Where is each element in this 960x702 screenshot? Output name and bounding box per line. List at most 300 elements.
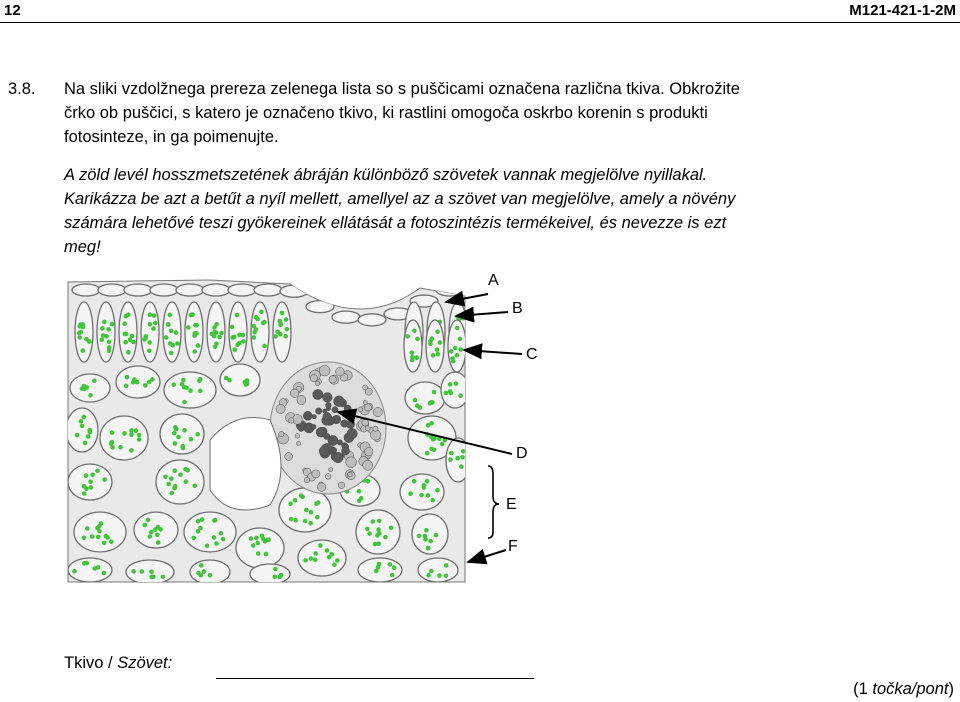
chloroplast [256,551,261,556]
chloroplast [241,339,246,344]
chloroplast [146,518,151,523]
question-line: črko ob puščici, s katero je označeno tkivo, ki rastlini omogoča oskrbo korenin s produkti [64,104,708,122]
chloroplast [417,534,422,539]
chloroplast [156,525,161,530]
chloroplast [173,441,178,446]
chloroplast [243,380,248,385]
chloroplast [444,391,449,396]
chloroplast [161,575,166,580]
chloroplast [80,424,85,429]
chloroplast [283,334,288,339]
chloroplast [263,539,268,544]
chloroplast [408,491,413,496]
chloroplast [264,552,269,557]
chloroplast [88,430,93,435]
chloroplast [309,510,314,515]
chloroplast [300,495,305,500]
epidermis-cell [124,284,152,296]
chloroplast [261,321,266,326]
chloroplast [189,313,194,318]
chloroplast [303,519,308,524]
chloroplast [254,315,259,320]
chloroplast [72,569,77,574]
chloroplast [413,398,418,403]
chloroplast [143,383,148,388]
chloroplast [289,517,294,522]
chloroplast [259,310,264,315]
chloroplast [449,451,454,456]
chloroplast [168,313,173,318]
chloroplast [185,468,190,473]
chloroplast [129,433,134,438]
chloroplast [126,350,131,355]
palisade-cell [426,320,444,372]
chloroplast [412,479,417,484]
chloroplast [359,496,364,501]
chloroplast [288,501,293,506]
chloroplast [196,343,201,348]
chloroplast [449,349,454,354]
chloroplast [182,428,187,433]
chloroplast [455,456,460,461]
chloroplast [460,455,465,460]
chloroplast [79,330,84,335]
chloroplast [432,390,437,395]
chloroplast [371,519,376,524]
chloroplast [279,322,284,327]
chloroplast [83,441,88,446]
chloroplast [202,569,207,574]
chloroplast [435,329,440,334]
chloroplast [89,485,94,490]
chloroplast [444,574,449,579]
chloroplast [318,543,323,548]
chloroplast [376,527,381,532]
task-number: 3.8. [8,80,36,98]
answer-prompt [64,654,172,673]
chloroplast [458,347,463,352]
chloroplast [107,340,112,345]
chloroplast [219,331,224,336]
chloroplast [148,322,153,327]
chloroplast [293,498,298,503]
chloroplast [169,351,174,356]
chloroplast [88,393,93,398]
label-f: F [508,538,518,555]
chloroplast [130,334,135,339]
chloroplast [262,344,267,349]
arrow-c [464,350,522,354]
chloroplast [429,569,434,574]
chloroplast [181,444,186,449]
chloroplast [149,570,154,575]
chloroplast [102,320,107,325]
chloroplast [100,326,105,331]
chloroplast [313,558,318,563]
chloroplast [285,327,290,332]
question-line: meg! [64,238,101,256]
answer-label: Tkivo / [64,654,118,672]
epidermis-cell [72,284,100,296]
chloroplast [150,377,155,382]
chloroplast [169,477,174,482]
chloroplast [122,321,127,326]
chloroplast [335,558,340,563]
chloroplast [254,536,259,541]
chloroplast [134,428,139,433]
chloroplast [97,529,102,534]
spongy-cell [441,372,469,408]
chloroplast [118,445,123,450]
chloroplast [99,521,104,526]
epidermis-cell [150,284,178,296]
chloroplast [210,332,215,337]
chloroplast [189,437,194,442]
question-line: fotosinteze, in ga poimenujte. [64,128,279,146]
spongy-cell [66,408,98,452]
chloroplast [419,493,424,498]
chloroplast [148,534,153,539]
chloroplast [390,573,395,578]
chloroplast [175,341,180,346]
epidermis-cell [228,284,256,296]
chloroplast [106,327,111,332]
chloroplast [95,468,100,473]
epidermis-cell [176,284,204,296]
chloroplast [428,341,433,346]
chloroplast [152,313,157,318]
chloroplast [193,331,198,336]
question-slovene [64,77,944,149]
chloroplast [124,332,129,337]
chloroplast [164,335,169,340]
chloroplast [304,508,309,513]
epidermis-cell [332,311,360,323]
chloroplast [186,325,191,330]
chloroplast [82,384,87,389]
chloroplast [273,334,278,339]
chloroplast [280,311,285,316]
chloroplast [178,473,183,478]
chloroplast [166,322,171,327]
chloroplast [454,381,459,386]
chloroplast [374,569,379,574]
question-line: Na sliki vzdolžnega prereza zelenega lista so s puščicami označena različna tkiva. Obkrožite [64,80,740,98]
chloroplast [426,573,431,578]
chloroplast [212,518,217,523]
chloroplast [332,562,337,567]
chloroplast [79,419,84,424]
chloroplast [184,479,189,484]
epidermis-cell [358,314,386,326]
chloroplast [102,541,107,546]
chloroplast [410,358,415,363]
chloroplast [212,535,217,540]
chloroplast [81,348,86,353]
chloroplast [104,534,109,539]
chloroplast [279,573,284,578]
chloroplast [449,391,454,396]
chloroplast [252,330,257,335]
chloroplast [107,345,112,350]
chloroplast [110,322,115,327]
chloroplast [88,480,93,485]
question-line: Karikázza be azt a betűt a nyíl mellett, amellyel az a szövet van megjelölve, amely a növény [64,190,736,208]
chloroplast [428,539,433,544]
chloroplast [426,546,431,551]
spongy-cell [418,558,458,582]
chloroplast [235,313,240,318]
chloroplast [143,523,148,528]
chloroplast [82,536,87,541]
chloroplast [434,533,439,538]
chloroplast [422,485,427,490]
label-e: E [506,496,517,513]
chloroplast [101,333,106,338]
chloroplast [122,431,127,436]
points-note: (1 točka/pont) [853,680,954,698]
chloroplast [166,482,171,487]
chloroplast [85,526,90,531]
chloroplast [313,551,318,556]
chloroplast [82,491,87,496]
chloroplast [255,541,260,546]
chloroplast [147,349,152,354]
epidermis-cell [202,284,230,296]
chloroplast [214,341,219,346]
chloroplast [293,518,298,523]
epidermis-cell [306,301,334,313]
chloroplast [147,340,152,345]
label-c: C [526,346,538,363]
chloroplast [458,393,463,398]
chloroplast [181,378,186,383]
spongy-cell [70,374,110,402]
epidermis-cell [436,284,464,296]
chloroplast [303,558,308,563]
chloroplast [435,347,440,352]
spongy-cell [190,560,230,584]
chloroplast [137,433,142,438]
chloroplast [430,498,435,503]
chloroplast [249,536,254,541]
chloroplast [365,527,370,532]
chloroplast [327,555,332,560]
chloroplast [273,575,278,580]
chloroplast [102,571,107,576]
chloroplast [131,569,136,574]
document-code: M121-421-1-2M [849,2,956,19]
chloroplast [221,537,226,542]
chloroplast [455,326,460,331]
chloroplast [144,334,149,339]
chloroplast [78,324,83,329]
spongy-cell [236,528,284,568]
chloroplast [82,561,87,566]
chloroplast [425,451,430,456]
chloroplast [430,336,435,341]
chloroplast [170,491,175,496]
chloroplast [124,314,129,319]
epidermis-cell [254,284,282,296]
chloroplast [309,556,314,561]
bracket-e [488,466,499,538]
chloroplast [451,359,456,364]
chloroplast [423,534,428,539]
chloroplast [153,321,158,326]
chloroplast [325,548,330,553]
palisade-cell [141,302,159,362]
chloroplast [124,384,129,389]
chloroplast [192,349,197,354]
chloroplast [172,431,177,436]
spongy-cell [184,512,236,552]
chloroplast [412,329,417,334]
answer-input-line[interactable] [216,678,534,679]
chloroplast [392,565,397,570]
epidermis-cell [98,284,126,296]
chloroplast [196,571,201,576]
chloroplast [208,573,213,578]
chloroplast [415,403,420,408]
label-d: D [516,445,528,462]
spongy-cell [405,382,445,414]
chloroplast [75,433,80,438]
chloroplast [151,326,156,331]
palisade-cell [97,302,115,362]
chloroplast [461,449,466,454]
vascular-bundle [270,362,386,494]
chloroplast [426,423,431,428]
chloroplast [430,400,435,405]
chloroplast [429,447,434,452]
chloroplast [173,425,178,430]
leaf-cross-section-figure [60,270,550,585]
chloroplast [367,531,372,536]
chloroplast [90,473,95,478]
chloroplast [375,533,380,538]
chloroplast [455,353,460,358]
chloroplast [188,388,193,393]
chloroplast [156,540,161,545]
chloroplast [357,489,362,494]
chloroplast [252,324,257,329]
chloroplast [217,335,222,340]
question-line: A zöld levél hosszmetszetének ábráján különböző szövetek vannak megjelölve nyillakal. [64,166,708,184]
chloroplast [308,521,313,526]
chloroplast [199,563,204,568]
chloroplast [437,573,442,578]
spongy-cell [156,460,204,504]
chloroplast [444,563,449,568]
chloroplast [224,376,229,381]
chloroplast [230,325,235,330]
chloroplast [171,343,176,348]
chloroplast [440,442,445,447]
chloroplast [129,448,134,453]
chloroplast [273,567,278,572]
chloroplast [173,468,178,473]
chloroplast [82,415,87,420]
chloroplast [102,477,107,482]
chloroplast [149,530,154,535]
chloroplast [424,528,429,533]
chloroplast [376,541,381,546]
chloroplast [241,333,246,338]
chloroplast [84,486,89,491]
chloroplast [198,526,203,531]
question-line: számára lehetővé teszi gyökereinek ellátását a fotoszintézis termékeivel, és nevezze is ezt [64,214,727,232]
chloroplast [315,515,320,520]
chloroplast [316,500,321,505]
chloroplast [214,541,219,546]
chloroplast [137,437,142,442]
chloroplast [172,382,177,387]
question-hungarian [64,163,944,259]
chloroplast [252,335,257,340]
chloroplast [232,335,237,340]
chloroplast [383,535,388,540]
chloroplast [448,382,453,387]
chloroplast [182,385,187,390]
chloroplast [426,493,431,498]
chloroplast [431,353,436,358]
chloroplast [140,569,145,574]
chloroplast [197,379,202,384]
chloroplast [148,312,153,317]
chloroplast [219,531,224,536]
chloroplast [195,432,200,437]
chloroplast [438,340,443,345]
chloroplast [182,400,187,405]
chloroplast [458,337,463,342]
chloroplast [453,346,458,351]
chloroplast [251,543,256,548]
chloroplast [110,430,115,435]
chloroplast [155,533,160,538]
chloroplast [377,562,382,567]
chloroplast [448,457,453,462]
chloroplast [425,479,430,484]
chloroplast [100,338,105,343]
air-space [210,418,281,511]
chloroplast [284,317,289,322]
chloroplast [212,325,217,330]
chloroplast [123,340,128,345]
chloroplast [405,334,410,339]
chloroplast [192,536,197,541]
page-header [0,0,960,23]
chloroplast [92,378,97,383]
chloroplast [388,562,393,567]
chloroplast [410,350,415,355]
chloroplast [415,337,420,342]
chloroplast [193,323,198,328]
chloroplast [169,329,174,334]
chloroplast [198,389,203,394]
chloroplast [389,526,394,531]
chloroplast [110,445,115,450]
chloroplast [172,486,177,491]
chloroplast [176,435,181,440]
epidermis-cell [280,285,308,297]
chloroplast [129,428,134,433]
chloroplast [109,539,114,544]
spongy-cell [358,558,402,582]
chloroplast [200,517,205,522]
palisade-cell [404,320,422,372]
chloroplast [86,434,91,439]
